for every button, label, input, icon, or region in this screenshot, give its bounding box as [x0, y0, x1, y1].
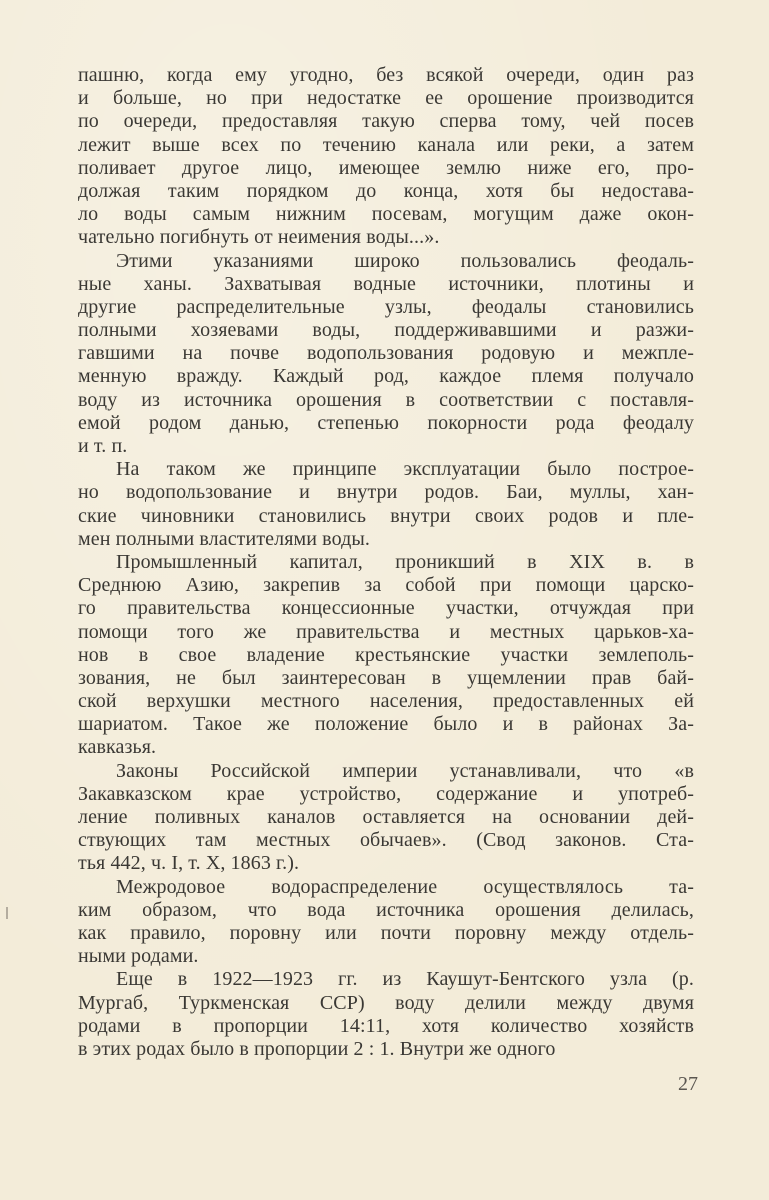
- paragraph: [78, 760, 694, 876]
- text-line: мен полными властителями воды.: [78, 527, 371, 550]
- text-line: гавшими на почве водопользования родовую и межпле-: [78, 342, 694, 365]
- paragraph: [78, 551, 694, 760]
- text-line: Межродовое водораспределение осуществлялось та-: [116, 875, 694, 898]
- text-line: ные ханы. Захватывая водные источники, плотины и: [78, 272, 694, 295]
- text-line: Еще в 1922—1923 гг. из Каушут-Бентского узла (р.: [116, 968, 694, 991]
- text-line: Промышленный капитал, проникший в XIX в. в: [116, 550, 694, 573]
- text-line: тья 442, ч. I, т. X, 1863 г.).: [78, 852, 300, 875]
- margin-mark: [6, 907, 8, 919]
- text-line: родами в пропорции 14:11, хотя количество хозяйств: [78, 1014, 694, 1037]
- text-line: На таком же принципе эксплуатации было построе-: [116, 458, 694, 481]
- text-line: ными родами.: [78, 945, 199, 968]
- text-line: полными хозяевами воды, поддерживавшими и разжи-: [78, 319, 694, 342]
- body-text: [78, 64, 694, 1061]
- text-line: Закавказском крае устройство, содержание и употреб-: [78, 782, 694, 805]
- text-line: поливает другое лицо, имеющее землю ниже его, про-: [78, 156, 694, 179]
- paragraph: [78, 968, 694, 1061]
- text-line: кавказья.: [78, 736, 157, 759]
- page-number: 27: [678, 1073, 698, 1095]
- text-line: го правительства концессионные участки, отчуждая при: [78, 597, 694, 620]
- text-line: Законы Российской империи устанавливали, что «в: [116, 759, 694, 782]
- text-line: ким образом, что вода источника орошения делилась,: [78, 898, 694, 921]
- text-line: ствующих там местных обычаев». (Свод законов. Ста-: [78, 829, 694, 852]
- paragraph: [78, 250, 694, 459]
- text-line: по очереди, предоставляя такую сперва тому, чей посев: [78, 110, 694, 133]
- text-line: но водопользование и внутри родов. Баи, муллы, хан-: [78, 481, 694, 504]
- text-line: нов в свое владение крестьянские участки землеполь-: [78, 643, 694, 666]
- text-line: лежит выше всех по течению канала или реки, а затем: [78, 133, 694, 156]
- text-line: пашню, когда ему угодно, без всякой очереди, один раз: [78, 64, 694, 86]
- text-line: и т. п.: [78, 435, 128, 457]
- text-line: шариатом. Такое же положение было и в районах За-: [78, 713, 694, 736]
- text-line: Среднюю Азию, закрепив за собой при помощи царско-: [78, 574, 694, 597]
- text-line: ской верхушки местного населения, предоставленных ей: [78, 690, 694, 713]
- text-line: ло воды самым нижним посевам, могущим даже окон-: [78, 203, 694, 226]
- text-line: Мургаб, Туркменская ССР) воду делили между двумя: [78, 991, 694, 1014]
- text-line: емой родом данью, степенью покорности рода феодалу: [78, 411, 694, 434]
- paragraph: [78, 64, 694, 250]
- text-line: зования, не был заинтересован в ущемлении прав бай-: [78, 666, 694, 689]
- text-line: менную вражду. Каждый род, каждое племя получало: [78, 365, 694, 388]
- text-line: ские чиновники становились внутри своих родов и пле-: [78, 504, 694, 527]
- text-line: и больше, но при недостатке ее орошение производится: [78, 87, 694, 110]
- text-line: чательно погибнуть от неимения воды...».: [78, 226, 440, 249]
- text-line: Этими указаниями широко пользовались феодаль-: [116, 249, 694, 272]
- text-line: в этих родах было в пропорции 2 : 1. Внутри же одного: [78, 1037, 556, 1060]
- text-line: другие распределительные узлы, феодалы становились: [78, 295, 694, 318]
- text-line: как правило, поровну или почти поровну между отдель-: [78, 921, 694, 944]
- text-line: ление поливных каналов оставляется на основании дей-: [78, 806, 694, 828]
- text-line: должая таким порядком до конца, хотя бы недостава-: [78, 179, 694, 202]
- paragraph: [78, 876, 694, 969]
- paragraph: [78, 458, 694, 551]
- text-line: воду из источника орошения в соответствии с поставля-: [78, 388, 694, 411]
- text-line: помощи того же правительства и местных царьков-ха-: [78, 620, 694, 643]
